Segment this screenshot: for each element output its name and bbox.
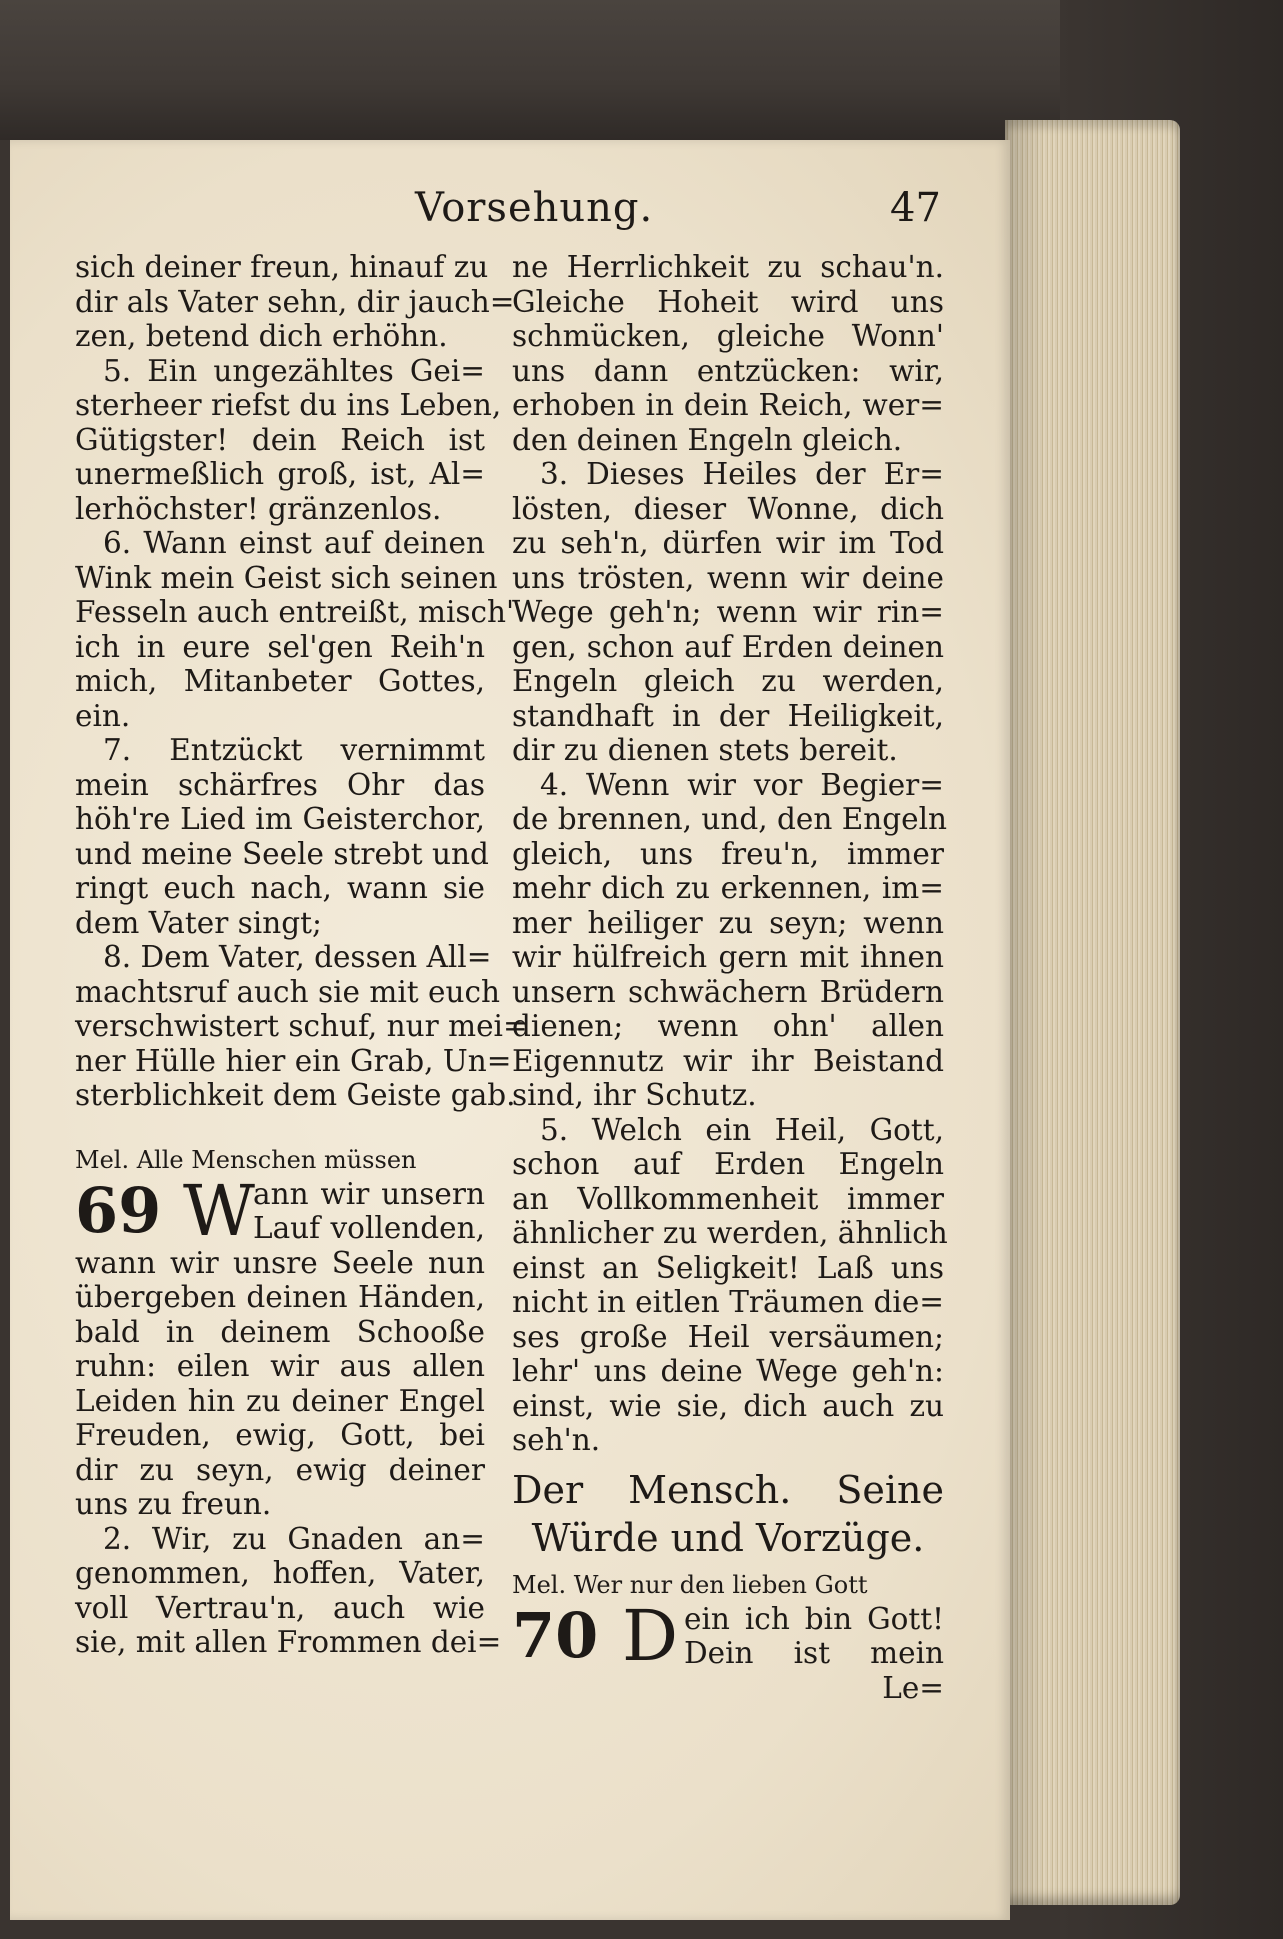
text-line: Eigennutz wir ihr Beistand bbox=[512, 1043, 944, 1078]
text-line: gleich, uns freu'n, immer bbox=[512, 836, 944, 871]
verse-start: 6. Wann einst auf deinen bbox=[103, 526, 485, 560]
text-line: dienen; wenn ohn' allen bbox=[512, 1009, 944, 1043]
text-line: wann wir unsre Seele nun bbox=[75, 1245, 485, 1280]
hymn-number: 69 bbox=[75, 1173, 162, 1247]
text-line: de brennen, und, den Engeln bbox=[512, 802, 948, 836]
text-line: dir zu seyn, ewig deiner bbox=[75, 1452, 485, 1487]
text-line: ne Herrlichkeit zu schau'n. bbox=[512, 250, 944, 284]
text-line: sie, mit allen Frommen dei= bbox=[75, 1625, 502, 1659]
text-line: Gütigster! dein Reich ist bbox=[75, 422, 485, 457]
text-line: mer heiliger zu seyn; wenn bbox=[512, 905, 944, 940]
running-head bbox=[10, 185, 1010, 245]
text-line: und meine Seele strebt und bbox=[75, 836, 489, 871]
text-line: sich deiner freun, hinauf zu bbox=[75, 250, 489, 284]
verse-start: 7. Entzückt vernimmt bbox=[103, 733, 485, 767]
text-line: Wege geh'n; wenn wir rin= bbox=[512, 595, 944, 629]
verse-start: 8. Dem Vater, dessen All= bbox=[103, 940, 492, 974]
text-line: übergeben deinen Händen, bbox=[75, 1280, 485, 1314]
text-line: Freuden, ewig, Gott, bei bbox=[75, 1418, 485, 1452]
text-line: sterheer riefst du ins Leben, bbox=[75, 388, 502, 422]
text-line: ich in eure sel'gen Reih'n bbox=[75, 629, 485, 664]
text-line: den deinen Engeln gleich. bbox=[512, 422, 903, 457]
text-line: lösten, dieser Wonne, dich bbox=[512, 491, 944, 526]
text-line: verschwistert schuf, nur mei= bbox=[75, 1009, 528, 1043]
text-line: ann wir unsern bbox=[253, 1176, 485, 1211]
text-line: unsern schwächern Brüdern bbox=[512, 974, 944, 1009]
page-number: 47 bbox=[890, 185, 941, 231]
verse-start: 2. Wir, zu Gnaden an= bbox=[103, 1521, 485, 1556]
text-line: machtsruf auch sie mit euch bbox=[75, 974, 500, 1009]
text-line: ein. bbox=[75, 698, 131, 733]
text-line: standhaft in der Heiligkeit, bbox=[512, 698, 944, 733]
text-line: ses große Heil versäumen; bbox=[512, 1319, 944, 1354]
text-line: mich, Mitanbeter Gottes, bbox=[75, 664, 485, 698]
drop-cap: D bbox=[622, 1594, 679, 1677]
text-line: an Vollkommenheit immer bbox=[512, 1181, 944, 1216]
text-line: höh're Lied im Geisterchor, bbox=[75, 802, 485, 836]
section-title-line: Der Mensch. Seine bbox=[512, 1467, 944, 1512]
drop-cap: W bbox=[183, 1169, 255, 1252]
page-edges-shadow bbox=[1005, 120, 1045, 1905]
verse-start: 5. Welch ein Heil, Gott, bbox=[540, 1112, 944, 1147]
text-line: ruhn: eilen wir aus allen bbox=[75, 1349, 485, 1383]
text-line: voll Vertrau'n, auch wie bbox=[75, 1590, 485, 1625]
text-line: dem Vater singt; bbox=[75, 905, 322, 940]
hymn-number: 70 bbox=[512, 1598, 599, 1672]
text-line: ringt euch nach, wann sie bbox=[75, 871, 485, 905]
text-line: einst, wie sie, dich auch zu bbox=[512, 1388, 944, 1423]
running-title: Vorsehung. bbox=[415, 185, 654, 231]
section-title-line: Würde und Vorzüge. bbox=[531, 1515, 925, 1560]
melody-note: Mel. Alle Menschen müssen bbox=[75, 1145, 417, 1174]
hymn-70-start bbox=[512, 1594, 944, 1677]
text-line: erhoben in dein Reich, wer= bbox=[512, 388, 944, 422]
left-column bbox=[75, 250, 528, 1660]
text-line: Lauf vollenden, bbox=[253, 1211, 485, 1245]
book-page bbox=[10, 140, 1010, 1920]
text-line: schon auf Erden Engeln bbox=[512, 1147, 944, 1181]
hymn-69-start bbox=[75, 1169, 485, 1252]
text-line: Dein ist mein bbox=[684, 1636, 944, 1670]
text-line: dir als Vater sehn, dir jauch= bbox=[75, 284, 515, 319]
text-line: uns trösten, wenn wir deine bbox=[512, 560, 944, 595]
text-line: wir hülfreich gern mit ihnen bbox=[512, 940, 944, 974]
text-line: ner Hülle hier ein Grab, Un= bbox=[75, 1043, 512, 1078]
catchword: Le= bbox=[882, 1670, 944, 1705]
verse-start: 4. Wenn wir vor Begier= bbox=[540, 767, 944, 802]
right-column bbox=[512, 250, 948, 1705]
text-line: uns dann entzücken: wir, bbox=[512, 353, 944, 388]
text-line: Engeln gleich zu werden, bbox=[512, 664, 944, 698]
text-line: zen, betend dich erhöhn. bbox=[75, 319, 448, 353]
text-line: Wink mein Geist sich seinen bbox=[75, 560, 498, 595]
text-line: sterblichkeit dem Geiste gab. bbox=[75, 1078, 516, 1112]
hymn-first-lines bbox=[684, 1602, 944, 1671]
text-line: lehr' uns deine Wege geh'n: bbox=[512, 1354, 944, 1388]
section-title bbox=[512, 1466, 944, 1562]
hymn-first-lines bbox=[253, 1177, 485, 1246]
text-line: ein ich bin Gott! bbox=[684, 1601, 944, 1636]
text-line: nicht in eitlen Träumen die= bbox=[512, 1285, 944, 1319]
text-line: Gleiche Hoheit wird uns bbox=[512, 284, 944, 319]
text-line: mein schärfres Ohr das bbox=[75, 767, 485, 802]
text-line: Fesseln auch entreißt, misch' bbox=[75, 595, 515, 629]
text-line: Leiden hin zu deiner Engel bbox=[75, 1383, 485, 1418]
verse-start: 5. Ein ungezähltes Gei= bbox=[103, 353, 485, 388]
text-line: unermeßlich groß, ist, Al= bbox=[75, 457, 485, 491]
melody-note: Mel. Wer nur den lieben Gott bbox=[512, 1570, 868, 1599]
text-line: mehr dich zu erkennen, im= bbox=[512, 871, 944, 905]
text-line: ähnlicher zu werden, ähnlich bbox=[512, 1216, 948, 1250]
text-line: seh'n. bbox=[512, 1423, 601, 1457]
text-line: genommen, hoffen, Vater, bbox=[75, 1556, 485, 1590]
text-line: sind, ihr Schutz. bbox=[512, 1078, 757, 1112]
text-line: gen, schon auf Erden deinen bbox=[512, 629, 944, 664]
text-line: zu seh'n, dürfen wir im Tod bbox=[512, 526, 944, 560]
text-line: dir zu dienen stets bereit. bbox=[512, 733, 898, 767]
verse-start: 3. Dieses Heiles der Er= bbox=[540, 457, 944, 491]
text-line: einst an Seligkeit! Laß uns bbox=[512, 1250, 944, 1285]
text-line: lerhöchster! gränzenlos. bbox=[75, 491, 442, 526]
text-line: bald in deinem Schooße bbox=[75, 1314, 485, 1349]
text-line: uns zu freun. bbox=[75, 1487, 272, 1521]
text-line: schmücken, gleiche Wonn' bbox=[512, 319, 944, 353]
